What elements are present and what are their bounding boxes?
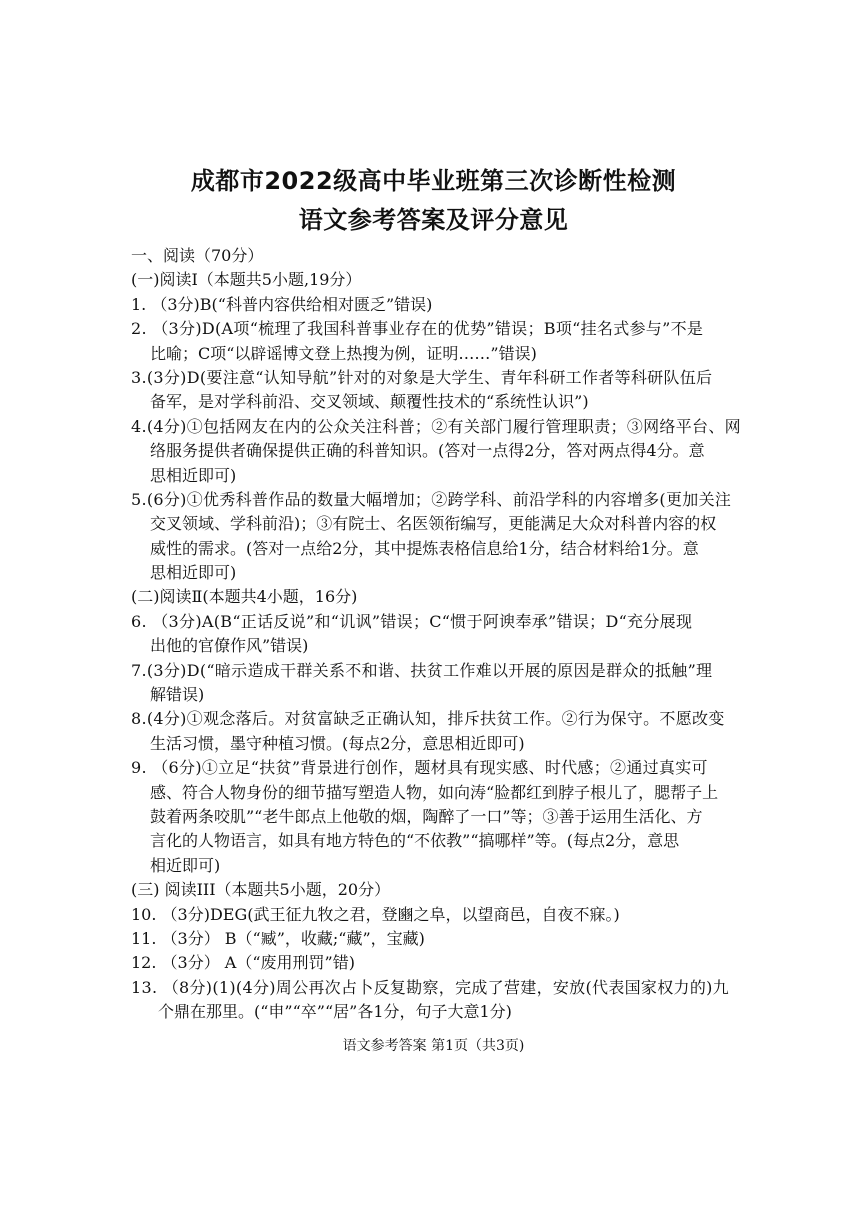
answer-line-q9-cont: 感、符合人物身份的细节描写塑造人物，如向涛“脸都红到脖子根儿了，腮帮子上: [150, 782, 719, 802]
answer-line-q13-cont: 个鼎在那里。(“申”“卒”“居”各1分，句子大意1分): [158, 1002, 512, 1022]
subsection-heading-reading-1: (一)阅读Ⅰ（本题共5小题,19分）: [131, 270, 362, 290]
answer-line-q9-cont: 言化的人物语言，如具有地方特色的“不依教”“搞哪样”等。(每点2分，意思: [150, 831, 680, 851]
answer-line-q1: 1. （3分)B(“科普内容供给相对匮乏”错误): [131, 294, 433, 314]
answer-line-q5: 5.(6分)①优秀科普作品的数量大幅增加；②跨学科、前沿学科的内容增多(更加关注: [131, 489, 732, 509]
subsection-heading-reading-2: (二)阅读Ⅱ(本题共4小题，16分): [131, 587, 358, 607]
document-subtitle: 语文参考答案及评分意见: [298, 206, 569, 234]
answer-line-q3-cont: 备军，是对学科前沿、交叉领域、颠覆性技术的“系统性认识”): [150, 392, 589, 412]
answer-content: [131, 244, 743, 1025]
answer-line-q9: 9. （6分)①立足“扶贫”背景进行创作，题材具有现实感、时代感；②通过真实可: [131, 758, 708, 778]
answer-line-q2-cont: 比喻；C项“以辟谣博文登上热搜为例，证明……”错误): [150, 343, 537, 363]
answer-line-q9-cont: 鼓着两条咬肌”“老牛郎点上他敬的烟，陶醉了一口”等；③善于运用生活化、方: [150, 806, 703, 826]
answer-line-q5-cont: 交叉领域、学科前沿)；③有院士、名医领衔编写，更能满足大众对科普内容的权: [150, 514, 717, 534]
answer-line-q2: 2. （3分)D(A项“梳理了我国科普事业存在的优势”错误；B项“挂名式参与”不是: [131, 319, 704, 339]
answer-line-q4-cont: 思相近即可): [150, 465, 237, 485]
answer-line-q5-cont: 思相近即可): [150, 563, 237, 583]
subsection-heading-reading-3: (三) 阅读III（本题共5小题，20分）: [131, 880, 391, 900]
page-footer: 语文参考答案 第1页（共3页): [342, 1038, 525, 1054]
answer-line-q10: 10. （3分)DEG(武王征九牧之君，登豳之阜，以望商邑，自夜不寐。): [131, 904, 620, 924]
document-title: 成都市2022级高中毕业班第三次诊断性检测: [190, 167, 677, 195]
answer-line-q11: 11. （3分） B（“臧”，收藏;“藏”，宝藏): [131, 928, 425, 948]
section-heading-reading: 一、阅读（70分）: [131, 246, 264, 265]
answer-line-q12: 12. （3分） A（“废用刑罚”错): [131, 953, 355, 973]
answer-line-q8-cont: 生活习惯，墨守种植习惯。(每点2分，意思相近即可): [150, 733, 525, 753]
answer-line-q6: 6. （3分)A(B“正话反说”和“讥讽”错误；C“惯于阿谀奉承”错误；D“充分展现: [131, 611, 693, 631]
answer-line-q3: 3.(3分)D(要注意“认知导航”针对的对象是大学生、青年科研工作者等科研队伍后: [131, 367, 713, 387]
answer-line-q5-cont: 威性的需求。(答对一点给2分，其中提炼表格信息给1分，结合材料给1分。意: [150, 538, 699, 558]
answer-line-q7-cont: 解错误): [150, 685, 205, 705]
answer-line-q4-cont: 络服务提供者确保提供正确的科普知识。(答对一点得2分，答对两点得4分。意: [150, 441, 705, 461]
answer-line-q6-cont: 出他的官僚作风”错误): [150, 636, 309, 656]
answer-line-q13: 13. （8分)(1)(4分)周公再次占卜反复勘察，完成了营建，安放(代表国家权力的)九: [131, 977, 729, 997]
answer-line-q4: 4.(4分)①包括网友在内的公众关注科普；②有关部门履行管理职责；③网络平台、网: [131, 416, 741, 436]
answer-line-q8: 8.(4分)①观念落后。对贫富缺乏正确认知，排斥扶贫工作。②行为保守。不愿改变: [131, 709, 725, 729]
answer-line-q7: 7.(3分)D(“暗示造成干群关系不和谐、扶贫工作难以开展的原因是群众的抵触”理: [131, 660, 713, 680]
answer-line-q9-cont: 相近即可): [150, 855, 221, 875]
